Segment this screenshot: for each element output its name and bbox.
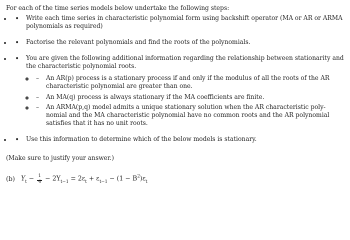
equation-term-1: − 2Y [45, 175, 61, 183]
equation-label: (b) [6, 175, 15, 183]
document-page [4, 0, 348, 206]
step-item: • • Use this information to determine which of the below models is stationary. [14, 136, 344, 144]
equation-term-4: − (1 − B [109, 175, 138, 183]
subpoint-ma: – ◦ An MA(q) process is always stationary if the MA coefficients are finite. [36, 94, 344, 102]
subpoint-arma: – ◦ An ARMA(p,q) model admits a unique stationary solution when the AR characteristic poly-nomial and the MA characteristic polynomial have no common roots and the AR polynomial satisfies that it has no unit roots. [36, 104, 344, 128]
equation-term-3: + ε [88, 175, 100, 183]
equation-minus: − [28, 175, 35, 183]
equation-term-3-subscript: t−1 [99, 179, 108, 185]
fraction-denominator: 4 [38, 179, 42, 185]
steps-list [14, 15, 344, 152]
step-item-text: You are given the following additional information regarding the relationship between stationarity and the characteristic polynomial roots. [26, 55, 344, 71]
step-item-with-subpoints [14, 55, 344, 128]
fraction-numerator: 1 [38, 174, 42, 179]
stationarity-subpoints [26, 75, 344, 128]
equation-fraction [37, 175, 42, 185]
model-equation [6, 175, 336, 185]
equation-term-2-subscript: t [85, 179, 87, 185]
equation-term-5: )ε [139, 175, 146, 183]
step-item: • • Factorise the relevant polynomials and find the roots of the polynomials. [14, 39, 344, 47]
equation-lhs: Y [20, 175, 26, 183]
equation-term-1-subscript: t−1 [60, 179, 69, 185]
equation-term-2: = 2ε [70, 175, 86, 183]
equation-lhs-subscript: t [25, 179, 27, 185]
step-item: • • Write each time series in characteristic polynomial form using backshift operator (MA or AR or ARMA polynomials as required) [14, 15, 344, 31]
justify-note: (Make sure to justify your answer.) [6, 155, 114, 162]
equation-term-4-superscript: 2 [137, 174, 140, 180]
subpoint-ar: – ◦ An AR(p) process is a stationary process if and only if the modulus of all the roots of the AR characteristic polynomial are greater than one. [36, 75, 344, 91]
equation-term-5-subscript: t [145, 179, 148, 185]
instructions-intro: For each of the time series models below undertake the following steps: [6, 5, 230, 12]
